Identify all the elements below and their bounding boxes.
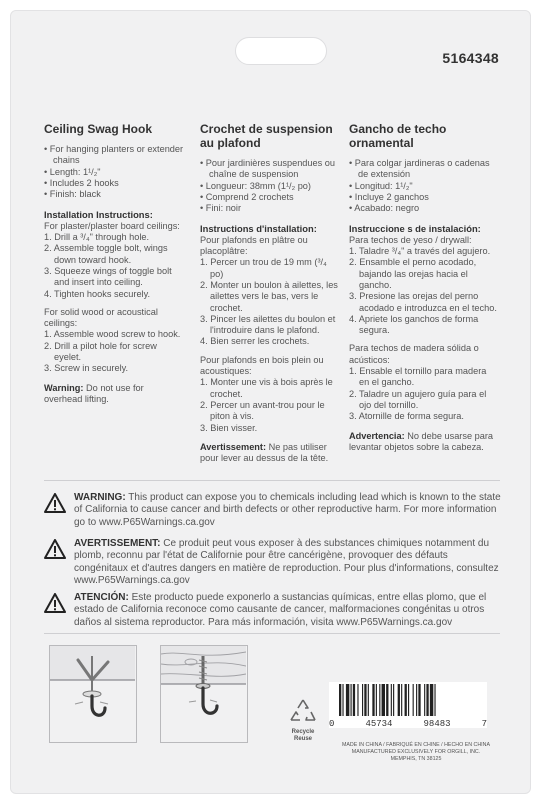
manufactured-for-text: MANUFACTURED EXCLUSIVELY FOR ORGILL, INC. <box>351 749 481 756</box>
barcode-bar <box>353 684 355 716</box>
english-install-heading: Installation Instructions: <box>44 209 153 221</box>
french-column <box>200 122 340 464</box>
barcode-bar <box>382 684 385 716</box>
warning-text: Ne pas utiliser pour lever au dessus de la tête. <box>200 441 329 464</box>
english-wood-intro: For solid wood or acoustical ceilings: <box>44 306 158 329</box>
recycle-icon <box>288 698 318 724</box>
spanish-wood-intro: Para techos de madera sólida o acústicos: <box>349 343 479 365</box>
wood-ceiling-illustration <box>160 645 248 743</box>
barcode-bars <box>329 682 487 718</box>
list-item: 1. Monter une vis à bois après le crochet. <box>200 377 333 399</box>
recycle-label: Recycle Reuse <box>291 729 315 742</box>
barcode-bar <box>434 684 435 716</box>
spanish-title: Gancho de techo ornamental <box>349 122 447 150</box>
list-item: 3. Bien visser. <box>200 422 258 433</box>
warning-label: Advertencia: <box>349 430 405 441</box>
list-item: 1. Ensable el tornillo para madera en el gancho. <box>349 366 487 388</box>
barcode-bar <box>401 684 402 716</box>
list-item: 1. Drill a ³/₄" through hole. <box>44 232 150 243</box>
barcode-bar <box>430 684 433 716</box>
list-item: 3. Squeeze wings of toggle bolt and insert into ceiling. <box>44 265 172 288</box>
list-item: 3. Pincer les ailettes du boulon et l'introduire dans le plafond. <box>200 313 336 336</box>
hang-hole <box>235 37 327 65</box>
english-column <box>44 122 184 405</box>
screw-hook-icon <box>161 646 246 741</box>
barcode-bar <box>393 684 394 716</box>
prop65-text: Ce produit peut vous exposer à des substances chimiques notamment du plomb, reconnu par l'état de Californie pour être cancérigène, provoquer des défauts congénitaux et d'autres dangers en matière de reproduction. Pour plus d'informations, consultez www.P65Warnings.ca.gov <box>74 538 499 587</box>
barcode-bar <box>418 684 420 716</box>
section-divider <box>44 633 500 634</box>
list-item: 1. Percer un trou de 19 mm (³/₄ po) <box>200 257 327 279</box>
made-in-text: MADE IN CHINA / FABRIQUÉ EN CHINE / HECHO EN CHINA <box>341 742 491 748</box>
barcode-bar <box>339 684 341 716</box>
barcode-bar <box>424 684 425 716</box>
spanish-warning <box>349 431 499 454</box>
barcode-bar <box>405 684 407 716</box>
warning-triangle-icon <box>44 539 66 559</box>
list-item: 2. Ensamble el perno acodado, bajando las orejas hacia el gancho. <box>349 257 477 290</box>
manufacturer-info <box>336 742 496 764</box>
list-item: • Includes 2 hooks <box>44 178 184 189</box>
spanish-wood-steps <box>349 366 499 422</box>
barcode-bar <box>372 684 374 716</box>
barcode-bar <box>398 684 400 716</box>
list-item: 2. Drill a pilot hole for screw eyelet. <box>44 340 157 363</box>
spanish-plaster-intro: Para techos de yeso / drywall: <box>349 234 472 245</box>
spanish-features <box>349 158 499 214</box>
barcode-digit-group: 7 <box>481 719 487 729</box>
list-item: 2. Assemble toggle bolt, wings down toward hook. <box>44 243 168 265</box>
english-plaster-intro: For plaster/plaster board ceilings: <box>44 220 180 231</box>
list-item: 1. Taladre ³/₄" a través del agujero. <box>349 246 491 257</box>
barcode-bar <box>351 684 352 716</box>
english-warning <box>44 383 184 406</box>
prop65-warning-en <box>44 492 504 529</box>
barcode-digits <box>329 719 487 729</box>
warning-label: Warning: <box>44 382 84 393</box>
warning-text: Do not use for overhead lifting. <box>44 382 144 404</box>
barcode-digit-group: 0 <box>329 719 335 729</box>
french-warning <box>200 442 340 465</box>
barcode-bar <box>364 684 366 716</box>
spanish-plaster-steps <box>349 246 499 336</box>
french-title: Crochet de suspension au plafond <box>200 122 333 150</box>
list-item: • Comprend 2 crochets <box>200 192 340 203</box>
list-item: • Longueur: 38mm (1¹/₂ po) <box>200 181 340 192</box>
barcode-bar <box>386 684 388 716</box>
barcode-bar <box>379 684 380 716</box>
list-item: • Para colgar jardineras o cadenas de extensión <box>349 158 499 181</box>
list-item: 3. Screw in securely. <box>44 363 129 374</box>
english-features <box>44 144 184 200</box>
list-item: • Length: 1¹/₂" <box>44 167 184 178</box>
french-plaster-steps <box>200 257 340 347</box>
barcode-bar <box>416 684 417 716</box>
prop65-warning-es <box>44 592 504 629</box>
barcode-bar <box>362 684 363 716</box>
list-item: 1. Assemble wood screw to hook. <box>44 329 181 340</box>
plaster-ceiling-illustration <box>49 645 137 743</box>
warning-triangle-icon <box>44 593 66 613</box>
french-wood-steps <box>200 377 340 433</box>
list-item: • For hanging planters or extender chains <box>44 144 184 167</box>
french-plaster-intro: Pour plafonds en plâtre ou placoplâtre: <box>200 234 308 257</box>
french-features <box>200 158 340 214</box>
list-item: 3. Presione las orejas del perno acodado e introduzca en el techo. <box>349 291 497 313</box>
spanish-install-heading: Instruccione s de instalación: <box>349 223 481 235</box>
warning-label: Avertissement: <box>200 441 267 452</box>
english-plaster-steps <box>44 232 184 300</box>
warning-text: No debe usarse para levantar objetos sobre la cabeza. <box>349 430 494 452</box>
english-title: Ceiling Swag Hook <box>44 122 153 136</box>
prop65-label: AVERTISSEMENT: <box>74 538 161 549</box>
list-item: 2. Taladre un agujero guía para el ojo del tornillo. <box>349 388 487 410</box>
prop65-label: WARNING: <box>74 492 126 503</box>
barcode-digit-group: 98483 <box>423 719 451 729</box>
barcode-bar <box>408 684 409 716</box>
list-item: • Longitud: 1¹/₂" <box>349 181 499 192</box>
section-divider <box>44 480 500 481</box>
barcode-bar <box>357 684 358 716</box>
upc-barcode <box>329 682 487 728</box>
list-item: • Incluye 2 ganchos <box>349 192 499 203</box>
barcode-bar <box>346 684 349 716</box>
french-install-heading: Instructions d'installation: <box>200 223 317 235</box>
list-item: • Pour jardinières suspendues ou chaîne de suspension <box>200 158 340 181</box>
barcode-bar <box>391 684 392 716</box>
prop65-warning-fr <box>44 538 504 588</box>
list-item: 3. Atornille de forma segura. <box>349 411 464 422</box>
prop65-text: This product can expose you to chemicals including lead which is known to the state of California to cause cancer and birth defects or other reproductive harm. For more information go to www.P65Warnings.ca.gov <box>74 492 501 528</box>
barcode-bar <box>342 684 343 716</box>
french-wood-intro: Pour plafonds en bois plein ou acoustiques: <box>200 354 324 377</box>
warning-triangle-icon <box>44 493 66 513</box>
recycle-logo <box>286 698 320 743</box>
list-item: 4. Apriete los ganchos de forma segura. <box>349 313 479 336</box>
list-item: 2. Percer un avant-trou pour le piton à vis. <box>200 399 325 422</box>
toggle-bolt-hook-icon <box>50 646 135 741</box>
sku-number: 5164348 <box>442 50 499 66</box>
spanish-column <box>349 122 499 453</box>
prop65-label: ATENCIÓN: <box>74 592 129 603</box>
barcode-bar <box>368 684 369 716</box>
english-wood-steps <box>44 329 184 374</box>
city-text: MEMPHIS, TN 38125 <box>390 756 442 763</box>
barcode-bar <box>376 684 377 716</box>
barcode-digit-group: 45734 <box>365 719 393 729</box>
barcode-bar <box>426 684 428 716</box>
list-item: • Acabado: negro <box>349 203 499 214</box>
list-item: • Fini: noir <box>200 203 340 214</box>
list-item: 4. Tighten hooks securely. <box>44 288 151 299</box>
barcode-bar <box>413 684 414 716</box>
list-item: 2. Monter un boulon à ailettes, les ailettes vers le bas, vers le crochet. <box>200 279 338 313</box>
list-item: 4. Bien serrer les crochets. <box>200 336 310 347</box>
prop65-text: Este producto puede exponerlo a sustancias químicas, entre ellas plomo, que el estado de California reconoce como causante de cancer, malformaciones congénitas u otros daños al sistema reproductor. Para más información, visita www.P65Warnings.ca.gov <box>74 592 487 628</box>
list-item: • Finish: black <box>44 189 184 200</box>
